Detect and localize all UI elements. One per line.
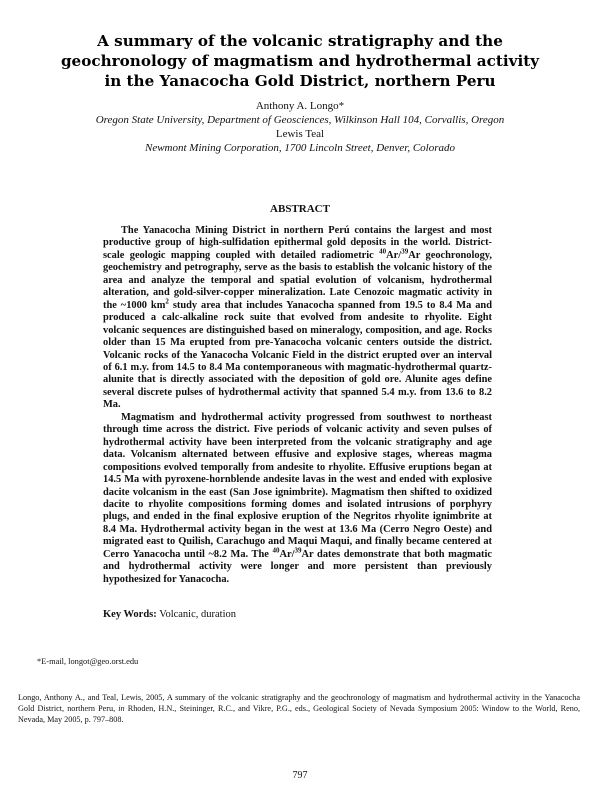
citation-in: in: [118, 703, 125, 713]
title-line-2: geochronology of magmatism and hydrothermal activity: [60, 52, 540, 70]
abstract-body: [103, 225, 492, 586]
citation-text: Longo, Anthony A., and Teal, Lewis, 2005, A summary of the volcanic stratigraphy and the geochronology of magmatism and hydrothermal activity in the Yanacocha Gold District, northern Peru,: [18, 693, 580, 713]
unit-superscript: 2: [165, 297, 169, 306]
abstract-text: Ar dates demonstrate that both magmatic and hydrothermal activity were longer and more persistent than previously hypothesized for Yanacocha.: [103, 548, 492, 585]
footnote-email: *E-mail, longot@geo.orst.edu: [37, 657, 139, 666]
isotope-superscript: 40: [272, 546, 280, 555]
abstract-text: study area that includes Yanacocha spanned from 19.5 to 8.4 Ma and produced a calc-alkaline rock suite that evolved from andesite to rhyolite. Eight volcanic sequences are distinguished based on mineralogy, composition, and age. Rocks older than 15 Ma erupted from pre-Yanacocha volcanic centers outside the district. Volcanic rocks of the Yanacocha Volcanic Field in the district erupted over an interval of 6.1 m.y. from 14.5 to 8.4 Ma contemporaneous with magmatic-hydrothermal quartz-alunite that is directly associated with the deposition of gold ore. Alunite ages define several discrete pulses of hydrothermal activity that spanned 5.4 m.y. from 13.6 to 8.2 Ma.: [103, 299, 492, 411]
abstract-heading: ABSTRACT: [270, 203, 330, 215]
citation-block: [18, 693, 580, 725]
title-line-1: A summary of the volcanic stratigraphy and the: [97, 32, 503, 50]
author-affiliation: Newmont Mining Corporation, 1700 Lincoln Street, Denver, Colorado: [144, 142, 456, 154]
isotope-superscript: 40: [379, 247, 387, 256]
keywords-line: [103, 609, 492, 620]
citation-text: Rhoden, H.N., Steininger, R.C., and Vikre, P.G., eds., Geological Society of Nevada Symposium 2005: Window to the World, Reno, Nevada, May 2005, p. 797–808.: [18, 703, 580, 724]
abstract-text: The Yanacocha Mining District in northern Perú contains the largest and most productive group of high-sulfidation epithermal gold deposits in the world. District-scale geologic mapping coupled with detailed radiometric: [103, 225, 492, 261]
paper-title: [40, 31, 560, 91]
isotope-superscript: 39: [401, 247, 409, 256]
abstract-text: Ar geochronology, geochemistry and petrography, serve as the basis to establish the volcanic history of the area and analyze the temporal and spatial evolution of volcanism, hydrothermal alteration, and gold-silver-copper mineralization. Late Cenozoic magmatic activity in the ~1000 km: [103, 249, 492, 311]
keywords-label: Key Words:: [103, 609, 157, 620]
abstract-text: Ar/: [386, 249, 402, 261]
isotope-superscript: 39: [294, 546, 302, 555]
page-number: 797: [292, 770, 308, 781]
keywords-value: Volcanic, duration: [156, 609, 237, 620]
author-name: Anthony A. Longo*: [255, 100, 345, 112]
abstract-text: Ar/: [279, 548, 295, 560]
title-line-3: in the Yanacocha Gold District, northern Peru: [104, 72, 496, 90]
author-name: Lewis Teal: [275, 128, 325, 140]
abstract-text: Magmatism and hydrothermal activity progressed from southwest to northeast through time across the district. Five periods of volcanic activity and seven pulses of hydrothermal activity have been interpreted from the volcanic stratigraphy and age data. Volcanism alternated between effusive and explosive stages, whereas magma compositions evolved temporally from andesite to rhyolite. Effusive eruptions began at 14.5 Ma with pyroxene-hornblende andesite lavas in the west and ended with explosive dacite volcanism in the east (San Jose ignimbrite). Magmatism then shifted to oxidized dacite to rhyolite compositions forming domes and isolated intrusions of porphyry plugs, and ended in the final explosive eruption of the Negritos rhyolite ignimbrite at 8.4 Ma. Hydrothermal activity began in the west at 13.6 Ma (Cerro Negro Oeste) and migrated east to Quilish, Carachugo and Maqui Maqui, and finally became centered at Cerro Yanacocha until ~8.2 Ma. The: [103, 411, 492, 560]
author-block: [30, 99, 570, 155]
abstract-paragraph: [103, 412, 492, 586]
abstract-paragraph: [103, 225, 492, 412]
author-affiliation: Oregon State University, Department of Geosciences, Wilkinson Hall 104, Corvallis, Oregon: [95, 114, 505, 126]
